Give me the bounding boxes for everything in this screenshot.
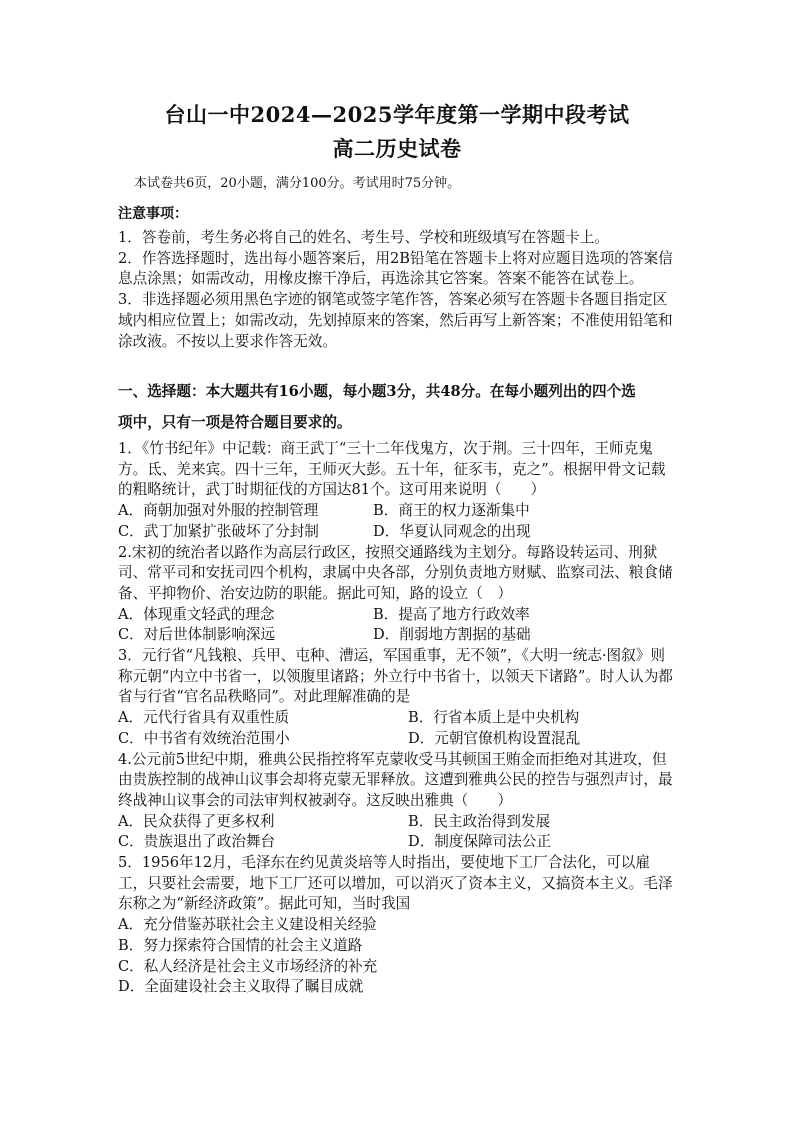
option-b: B．商王的权力逐渐集中 — [373, 502, 530, 520]
question-list — [118, 439, 678, 998]
option-b: B．行省本质上是中央机构 — [408, 709, 580, 727]
option-d: D．削弱地方割据的基础 — [373, 626, 531, 644]
question-stem: 2.宋初的统治者以路作为高层行政区，按照交通路线为主划分。每路设转运司、刑狱司、常平司和安抚司四个机构，隶属中央各部，分别负责地方财赋、监察司法、粮食储备、平抑物价、治安边防的职能。据此可知，路的设立（ ） — [118, 543, 673, 602]
notice-item: 1．答卷前，考生务必将自己的姓名、考生号、学校和班级填写在答题卡上。 — [118, 229, 609, 246]
option-d: D．全面建设社会主义取得了瞩目成就 — [118, 978, 364, 996]
option-b: B．提高了地方行政效率 — [373, 605, 530, 623]
option-c: C．中书省有效统治范围小 — [118, 729, 290, 747]
option-row — [118, 708, 678, 729]
notice-item: 2．作答选择题时，选出每小题答案后，用2B铅笔在答题卡上将对应题目选项的答案信息点涂黑；如需改动，用橡皮擦干净后，再选涂其它答案。答案不能答在试卷上。 — [118, 249, 673, 288]
option-d: D．华夏认同观念的出现 — [373, 522, 531, 540]
option-row — [118, 522, 678, 543]
option-c: C．武丁加紧扩张破坏了分封制 — [118, 522, 319, 540]
question-stem: 3．元行省“凡钱粮、兵甲、屯种、漕运，军国重事，无不领”，《大明一统志·图叙》则称元朝“内立中书省一，以领腹里诸路；外立行中书省十，以领天下诸路”。时人认为都省与行省“官名品秩略同”。对此理解准确的是 — [118, 647, 673, 706]
option-a: A．元代行省具有双重性质 — [118, 709, 290, 727]
option-a: A．民众获得了更多权利 — [118, 812, 275, 830]
option-b: B．民主政治得到发展 — [408, 812, 551, 830]
option-d: D．制度保障司法公正 — [408, 833, 552, 851]
option-row — [118, 501, 678, 522]
option-row — [118, 625, 678, 646]
page-title: 台山一中2024—2025学年度第一学期中段考试 — [164, 102, 630, 127]
option-row — [118, 812, 678, 833]
notice-item: 3．非选择题必须用黑色字迹的钢笔或签字笔作答，答案必须写在答题卡各题目指定区域内相应位置上；如需改动，先划掉原来的答案，然后再写上新答案；不准使用铅笔和涂改液。不按以上要求作答无效。 — [118, 291, 673, 350]
option-c: C．贵族退出了政治舞台 — [118, 833, 276, 851]
question-stem: 5．1956年12月，毛泽东在约见黄炎培等人时指出，要使地下工厂合法化，可以雇工，只要社会需要，地下工厂还可以增加，可以消灭了资本主义，又搞资本主义。毛泽东称之为“新经济政策”。据此可知，当时我国 — [118, 854, 673, 913]
notice-list — [118, 228, 678, 352]
notice-heading: 注意事项： — [118, 206, 188, 222]
option-row — [118, 729, 678, 750]
section-heading-line1: 一、选择题：本大题共有16小题，每小题3分，共48分。在每小题列出的四个选 — [118, 383, 636, 400]
option-c: C．对后世体制影响深远 — [118, 626, 276, 644]
exam-intro: 本试卷共6页，20小题，满分100分。考试用时75分钟。 — [134, 176, 461, 191]
question-stem: 1．《竹书纪年》中记载：商王武丁“三十二年伐鬼方，次于荆。三十四年，王师克鬼方。氐、羌来宾。四十三年，王师灭大彭。五十年，征豕韦，克之”。根据甲骨文记载的粗略统计，武丁时期征伐的方国达81个。这可用来说明（ ） — [118, 440, 666, 499]
option-row — [118, 605, 678, 626]
option-a: A．充分借鉴苏联社会主义建设相关经验 — [118, 916, 377, 934]
option-a: A．商朝加强对外服的控制管理 — [118, 502, 319, 520]
option-b: B．努力探索符合国情的社会主义道路 — [118, 936, 363, 954]
option-row — [118, 832, 678, 853]
option-c: C．私人经济是社会主义市场经济的补充 — [118, 957, 378, 975]
option-d: D．元朝官僚机构设置混乱 — [408, 729, 581, 747]
page-subtitle: 高二历史试卷 — [332, 136, 462, 161]
question-stem: 4.公元前5世纪中期，雅典公民指控将军克蒙收受马其顿国王贿金而拒绝对其进攻，但由贵族控制的战神山议事会却将克蒙无罪释放。这遭到雅典公民的控告与强烈声讨，最终战神山议事会的司法审判权被剥夺。这反映出雅典（ ） — [118, 750, 673, 809]
section-heading-line2: 项中，只有一项是符合题目要求的。 — [118, 414, 352, 431]
option-a: A．体现重文轻武的理念 — [118, 605, 275, 623]
